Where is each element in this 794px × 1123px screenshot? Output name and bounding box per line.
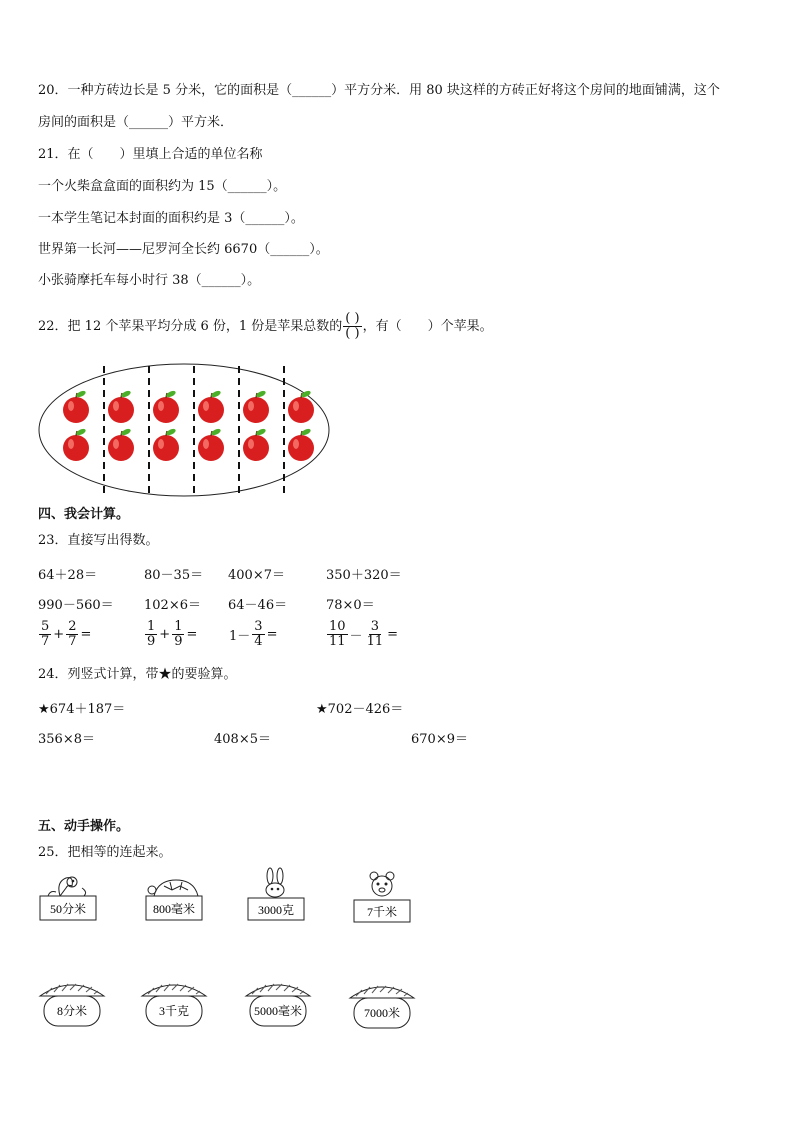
house-5000-millimeter (244, 982, 312, 1028)
q21-item: 小张骑摩托车每小时行 38（______）。 (38, 273, 261, 288)
q24-calc: 408×5＝ (214, 732, 271, 747)
whole-minus: 1－ (229, 629, 251, 644)
q23-fraction-calc (228, 620, 278, 649)
operator: － (349, 629, 363, 644)
q22-fraction (343, 312, 361, 341)
house-3-kilogram (140, 982, 208, 1028)
frac-num: 3 (370, 619, 379, 634)
q23-fraction-calc (144, 620, 198, 649)
fraction (365, 620, 386, 649)
squirrel-icon (48, 877, 86, 896)
fraction (39, 620, 51, 649)
fraction (66, 620, 78, 649)
frac-den: 11 (366, 634, 384, 649)
q20-line2: 房间的面积是（______）平方米． (38, 115, 234, 130)
frac-den: 4 (254, 634, 263, 649)
rabbit-icon (266, 868, 284, 897)
apples-group (63, 390, 314, 461)
q20-line1: 20．一种方砖边长是 5 分米，它的面积是（______）平方分米．用 80 块这样的方砖正好将这个房间的地面铺满，这个 (38, 83, 720, 98)
card-50-decimeter (38, 872, 98, 922)
frac-num: 10 (329, 619, 346, 634)
q23-title: 23．直接写出得数。 (38, 533, 159, 548)
q23-calc: 64－46＝ (228, 598, 288, 613)
q23-fraction-calc (326, 620, 399, 649)
equals: = (80, 627, 92, 642)
apple-icon (288, 390, 314, 423)
frac-den: 11 (329, 634, 346, 649)
q23-calc: 400×7＝ (228, 568, 285, 583)
q22-text-after: ，有（ ）个苹果。 (362, 319, 493, 334)
q23-fraction-calc (38, 620, 92, 649)
q25-title: 25．把相等的连起来。 (38, 845, 172, 860)
q22-line (38, 312, 493, 341)
operator: + (159, 627, 171, 642)
section4-title: 四、我会计算。 (38, 507, 130, 522)
q23-calc: 78×0＝ (326, 598, 375, 613)
apple-icon (198, 428, 224, 461)
q23-calc: 350＋320＝ (326, 568, 402, 583)
q22-frac-den: ( ) (345, 326, 360, 341)
equals: = (266, 627, 278, 642)
bear-icon (370, 872, 394, 896)
q24-calc: 356×8＝ (38, 732, 95, 747)
operator: + (53, 627, 65, 642)
house-label: 8分米 (56, 1004, 88, 1018)
equals: = (387, 627, 399, 642)
apple-icon (198, 390, 224, 423)
fraction (172, 620, 184, 649)
q23-calc: 80－35＝ (144, 568, 204, 583)
house-label: 3千克 (158, 1004, 190, 1018)
house-label: 7000米 (363, 1006, 401, 1020)
frac-den: 7 (68, 634, 77, 649)
card-label: 7千米 (366, 905, 398, 919)
section5-title: 五、动手操作。 (38, 819, 130, 834)
frac-num: 5 (41, 619, 50, 634)
card-7-kilometer (352, 870, 412, 924)
q24-calc: 670×9＝ (411, 732, 468, 747)
card-label: 50分米 (49, 902, 87, 916)
turtle-icon (148, 880, 198, 896)
card-800-millimeter (144, 872, 206, 922)
card-3000-gram (246, 868, 306, 922)
q23-calc: 102×6＝ (144, 598, 201, 613)
q21-item: 世界第一长河——尼罗河全长约 6670（______）。 (38, 242, 329, 257)
fraction (327, 620, 348, 649)
q22-frac-num: ( ) (345, 311, 360, 326)
fraction (252, 620, 264, 649)
q24-title: 24．列竖式计算，带★的要验算。 (38, 667, 237, 682)
q21-item: 一个火柴盒盒面的面积约为 15（______）。 (38, 179, 287, 194)
apple-icon (243, 390, 269, 423)
frac-den: 7 (41, 634, 50, 649)
apple-icon (153, 428, 179, 461)
apple-icon (108, 428, 134, 461)
equals: = (186, 627, 198, 642)
card-label: 800毫米 (152, 902, 196, 916)
house-label: 5000毫米 (253, 1004, 303, 1018)
fraction (145, 620, 157, 649)
q24-calc: ★674＋187＝ (38, 702, 126, 717)
apple-icon (153, 390, 179, 423)
apple-icon (63, 390, 89, 423)
frac-num: 3 (254, 619, 263, 634)
apples-figure (36, 360, 336, 500)
group-dividers (104, 366, 284, 494)
q23-calc: 990－560＝ (38, 598, 114, 613)
card-label: 3000克 (257, 903, 295, 917)
house-8-decimeter (38, 982, 106, 1028)
frac-den: 9 (147, 634, 156, 649)
frac-num: 1 (174, 619, 183, 634)
q21-item: 一本学生笔记本封面的面积约是 3（______）。 (38, 211, 304, 226)
frac-num: 1 (147, 619, 156, 634)
q23-calc: 64＋28＝ (38, 568, 98, 583)
q24-calc: ★702－426＝ (316, 702, 404, 717)
apple-icon (108, 390, 134, 423)
apple-icon (63, 428, 89, 461)
apple-icon (243, 428, 269, 461)
apple-icon (288, 428, 314, 461)
q22-text-before: 22．把 12 个苹果平均分成 6 份，1 份是苹果总数的 (38, 319, 343, 334)
house-7000-meter (348, 984, 416, 1030)
q21-title: 21．在（ ）里填上合适的单位名称 (38, 147, 263, 162)
frac-den: 9 (174, 634, 183, 649)
frac-num: 2 (68, 619, 77, 634)
